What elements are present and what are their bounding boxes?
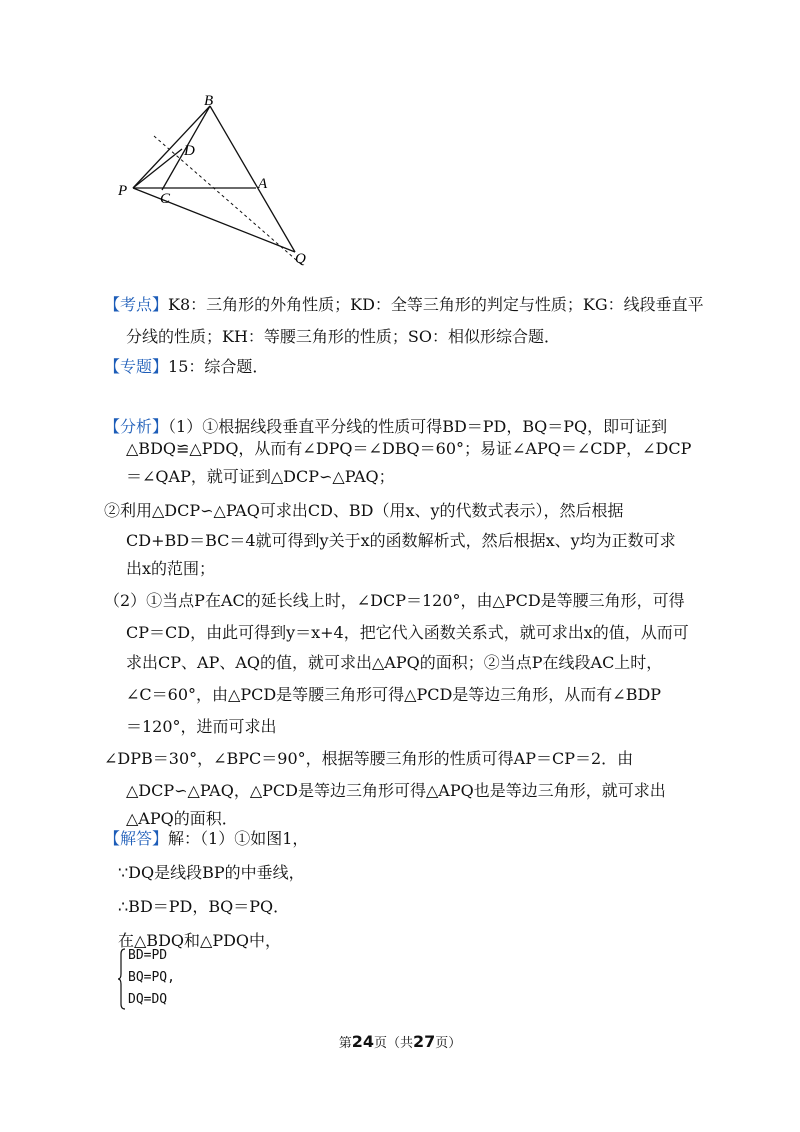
- equation-row-2: BQ=PQ,: [128, 970, 175, 985]
- fenxi-line-10: ∠C＝60°，由△PCD是等腰三角形可得△PCD是等边三角形，从而有∠BDP: [126, 685, 662, 704]
- label-c: C: [160, 191, 171, 207]
- fenxi-tag: 【分析】: [104, 417, 169, 436]
- geometry-figure: [118, 92, 318, 272]
- segment-pb: [133, 106, 210, 188]
- equation-row-1: BD=PD: [128, 948, 168, 963]
- label-q: Q: [295, 251, 306, 267]
- jieda-line-1: 【解答】解：（1）①如图1，: [104, 829, 309, 848]
- fenxi-line-11: ＝120°，进而可求出: [126, 717, 277, 736]
- segment-pq: [133, 188, 295, 252]
- fenxi-line-4: ②利用△DCP∽△PAQ可求出CD、BD（用x、y的代数式表示），然后根据: [104, 501, 624, 520]
- total-pages: 27: [413, 1032, 436, 1051]
- kaodian-line-1: 【考点】K8：三角形的外角性质；KD：全等三角形的判定与性质；KG：线段垂直平: [104, 295, 704, 314]
- page-footer: 第24页（共27页）: [338, 1032, 462, 1051]
- fenxi-line-2: △BDQ≌△PDQ，从而有∠DPQ＝∠DBQ＝60°；易证∠APQ＝∠CDP，∠DCP: [126, 439, 692, 458]
- fenxi-line-12: ∠DPB＝30°，∠BPC＝90°，根据等腰三角形的性质可得AP＝CP＝2．由: [104, 749, 634, 768]
- current-page: 24: [351, 1032, 374, 1051]
- left-brace: [118, 948, 126, 1010]
- fenxi-line-5: CD+BD＝BC＝4就可得到y关于x的函数解析式，然后根据x、y均为正数可求: [126, 531, 676, 550]
- segment-bq: [210, 106, 295, 252]
- fenxi-line-8: CP＝CD，由此可得到y＝x+4，把它代入函数关系式，就可求出x的值，从而可: [126, 623, 689, 642]
- jieda-tag: 【解答】: [104, 829, 169, 848]
- fenxi-line-6: 出x的范围；: [126, 559, 216, 578]
- label-d: D: [184, 143, 195, 159]
- fenxi-line-1: 【分析】（1）①根据线段垂直平分线的性质可得BD＝PD，BQ＝PQ，即可证到: [104, 417, 668, 436]
- jieda-line-2: ∵DQ是线段BP的中垂线，: [118, 863, 305, 882]
- kaodian-line-2: 分线的性质；KH：等腰三角形的性质；SO：相似形综合题．: [126, 327, 560, 346]
- zhuanti-line: 【专题】15：综合题．: [104, 357, 269, 376]
- fenxi-line-3: ＝∠QAP，就可证到△DCP∽△PAQ；: [126, 467, 395, 486]
- jieda-line-4: 在△BDQ和△PDQ中，: [118, 931, 282, 950]
- fenxi-line-13: △DCP∽△PAQ，△PCD是等边三角形可得△APQ也是等边三角形，就可求出: [126, 781, 666, 800]
- jieda-line-3: ∴BD＝PD，BQ＝PQ．: [118, 897, 290, 916]
- fenxi-line-7: （2）①当点P在AC的延长线上时，∠DCP＝120°，由△PCD是等腰三角形，可得: [104, 591, 685, 610]
- fenxi-line-9: 求出CP、AP、AQ的值，就可求出△APQ的面积；②当点P在线段AC上时，: [126, 653, 663, 672]
- fenxi-line-14: △APQ的面积．: [126, 809, 238, 828]
- label-p: P: [118, 183, 128, 199]
- label-b: B: [204, 93, 214, 109]
- label-a: A: [258, 176, 268, 192]
- zhuanti-tag: 【专题】: [104, 357, 169, 376]
- equation-row-3: DQ=DQ: [128, 992, 168, 1007]
- kaodian-tag: 【考点】: [104, 295, 169, 314]
